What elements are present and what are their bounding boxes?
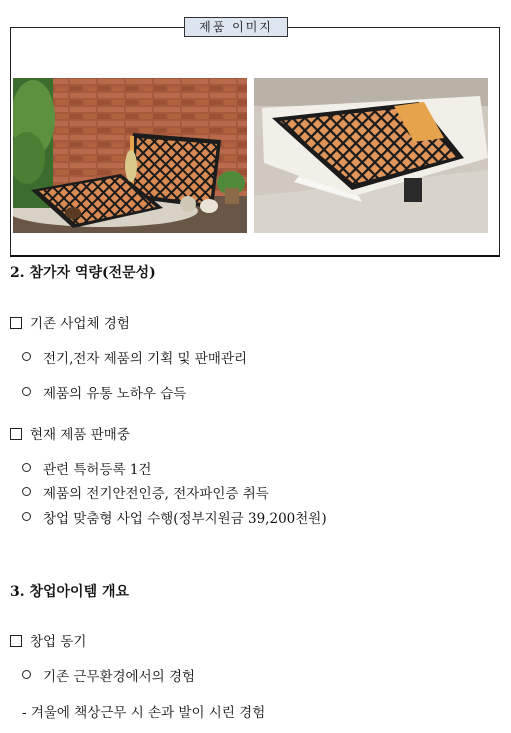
- list-item: 제품의 유통 노하우 습득: [22, 382, 186, 402]
- circle-bullet-icon: [22, 387, 31, 396]
- circle-bullet-icon: [22, 670, 31, 679]
- section-title-competency: 2. 참가자 역량(전문성): [10, 265, 156, 281]
- checkbox-square-icon: [10, 428, 22, 440]
- heading-motivation: 창업 동기: [10, 630, 86, 650]
- product-photo-floor: [13, 78, 247, 233]
- section-title-overview: 3. 창업아이템 개요: [10, 584, 130, 600]
- list-item: 관련 특허등록 1건: [22, 458, 151, 478]
- product-image-label: 제품 이미지: [184, 17, 288, 37]
- product-photo-under-desk: [254, 78, 488, 233]
- circle-bullet-icon: [22, 487, 31, 496]
- circle-bullet-icon: [22, 463, 31, 472]
- heading-business-experience: 기존 사업체 경험: [10, 312, 130, 332]
- list-item: 제품의 전기안전인증, 전자파인증 취득: [22, 482, 269, 502]
- list-item: 창업 맞춤형 사업 수행(정부지원금 39,200천원): [22, 507, 327, 527]
- checkbox-square-icon: [10, 317, 22, 329]
- circle-bullet-icon: [22, 352, 31, 361]
- circle-bullet-icon: [22, 512, 31, 521]
- list-item: 기존 근무환경에서의 경험: [22, 665, 195, 685]
- list-item-dash: - 겨울에 책상근무 시 손과 발이 시린 경험: [22, 705, 266, 721]
- list-item: 전기,전자 제품의 기획 및 판매관리: [22, 347, 247, 367]
- checkbox-square-icon: [10, 635, 22, 647]
- heading-current-sales: 현재 제품 판매중: [10, 423, 130, 443]
